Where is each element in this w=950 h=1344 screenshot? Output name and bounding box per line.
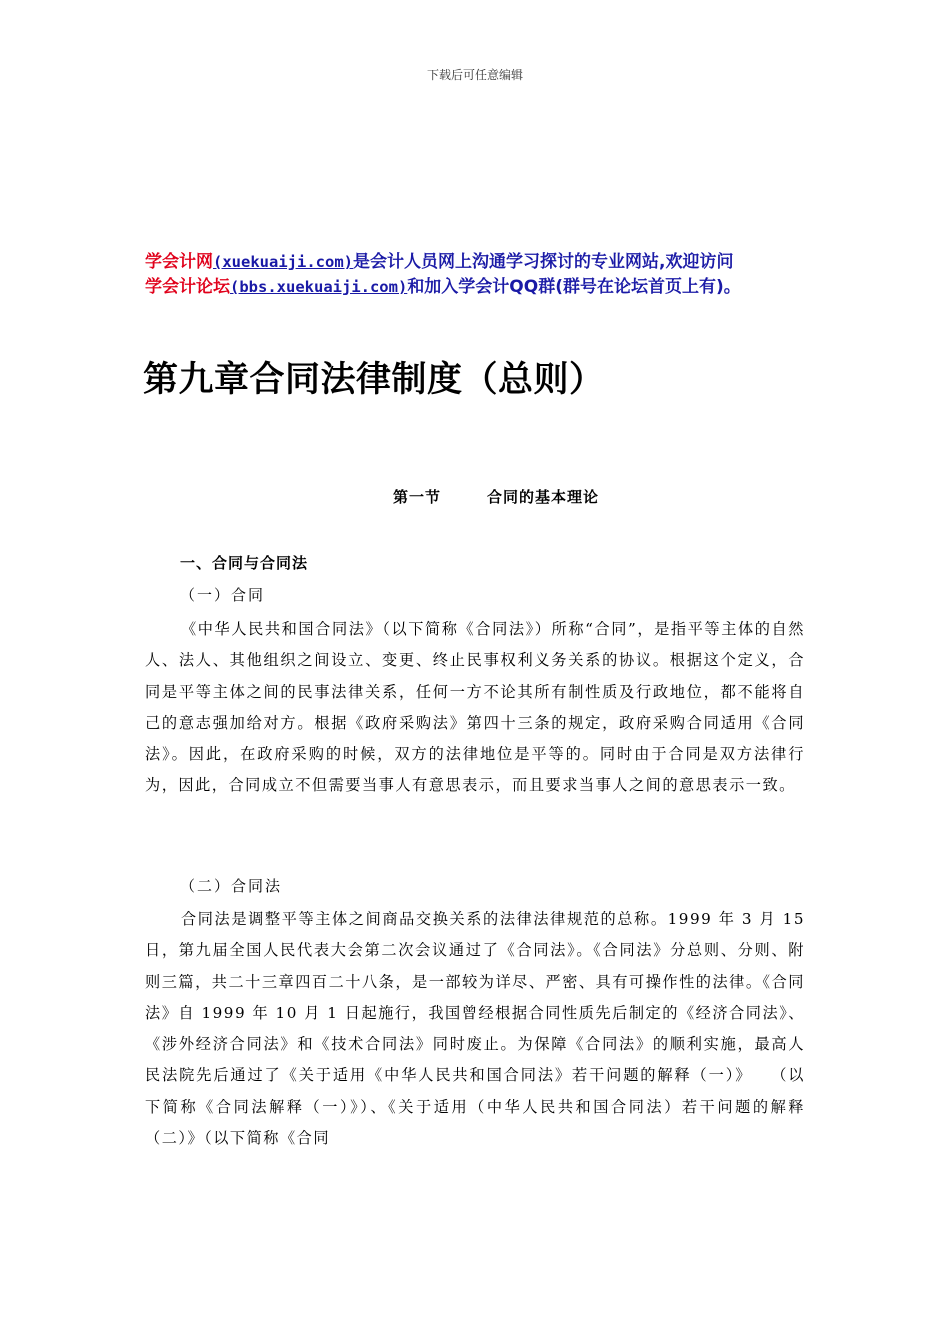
promo-line-1: [145, 250, 825, 275]
promo-text-2: 和加入学会计QQ群(群号在论坛首页上有)。: [407, 277, 741, 297]
section-name: 合同的基本理论: [487, 488, 600, 506]
promo-text-1: 是会计人员网上沟通学习探讨的专业网站,欢迎访问: [352, 252, 734, 272]
site-url-link[interactable]: (xuekuaiji.com): [213, 253, 353, 271]
promo-banner: [145, 250, 825, 300]
heading-contract-and-law: 一、合同与合同法: [180, 554, 309, 572]
subheading-contract: （一）合同: [180, 586, 266, 604]
promo-line-2: [145, 275, 825, 300]
chapter-title: 第九章合同法律制度（总则）: [143, 360, 605, 400]
paragraph-contract: 《中华人民共和国合同法》（以下简称《合同法》）所称“合同”，是指平等主体的自然人、法人、其他组织之间设立、变更、终止民事权利义务关系的协议。根据这个定义，合同是平等主体之间的民事法律关系，任何一方不论其所有制性质及行政地位，都不能将自己的意志强加给对方。根据《政府采购法》第四十三条的规定，政府采购合同适用《合同法》。因此，在政府采购的时候，双方的法律地位是平等的。同时由于合同是双方法律行为，因此，合同成立不但需要当事人有意思表示，而且要求当事人之间的意思表示一致。: [145, 620, 805, 795]
paragraph-contract-law: 合同法是调整平等主体之间商品交换关系的法律法律规范的总称。1999 年 3 月 15 日，第九届全国人民代表大会第二次会议通过了《合同法》。《合同法》分总则、分则、附则三篇，共二十三章四百二十八条，是一部较为详尽、严密、具有可操作性的法律。《合同法》自 1999 年 10 月 1 日起施行，我国曾经根据合同性质先后制定的《经济合同法》、《涉外经济合同法》和《技术合同法》同时废止。为保障《合同法》的顺利实施，最高人民法院先后通过了《关于适用《中华人民共和国合同法》若干问题的解释（一）》 （以下简称《合同法解释（一）》）、《关于适用（中华人民共和国合同法）若干问题的解释（二）》（以下简称《合同: [145, 910, 805, 1148]
forum-name-link[interactable]: 学会计论坛: [145, 277, 230, 297]
site-name-link[interactable]: 学会计网: [145, 252, 213, 272]
forum-url-link[interactable]: (bbs.xuekuaiji.com): [230, 278, 408, 296]
section-title: [0, 486, 950, 507]
page-header-note: 下载后可任意编辑: [426, 68, 523, 82]
section-number: 第一节: [392, 488, 441, 506]
subheading-contract-law: （二）合同法: [180, 877, 283, 895]
